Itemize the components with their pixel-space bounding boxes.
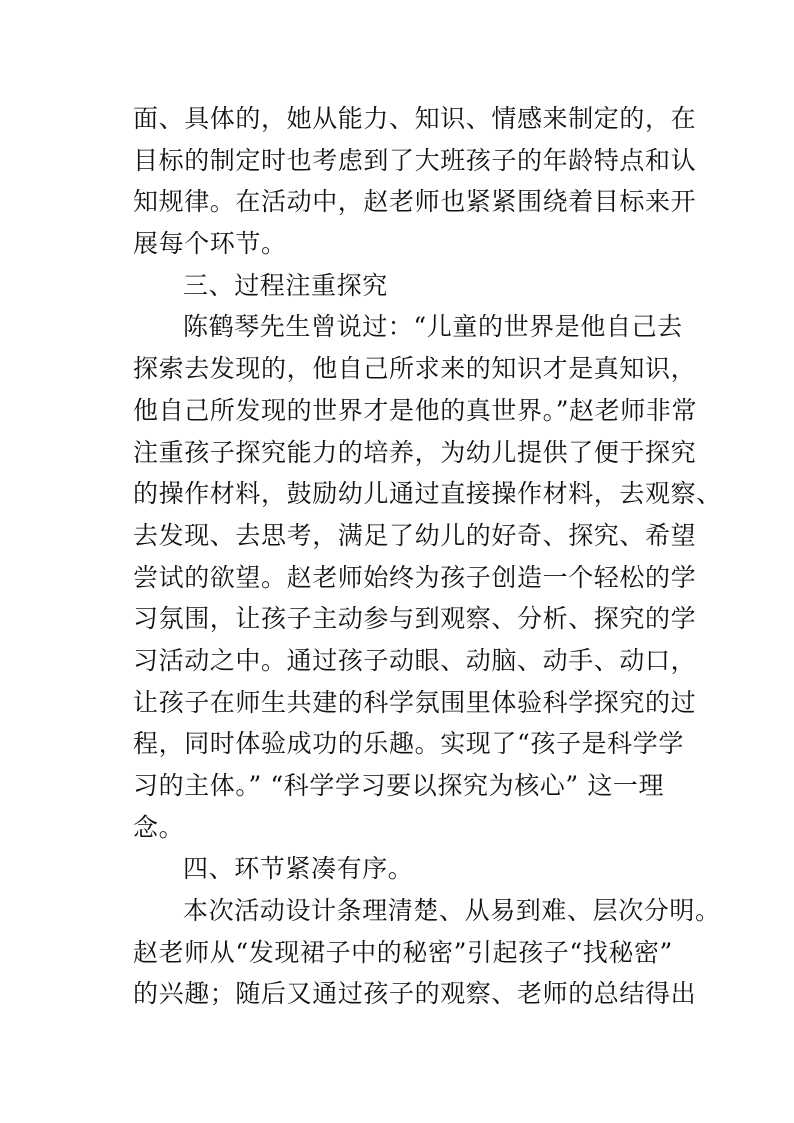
text-line-20: 本次活动设计条理清楚、从易到难、层次分明。 — [183, 896, 721, 926]
text-line-1: 面、具体的，她从能力、知识、情感来制定的，在 — [133, 104, 697, 133]
text-line-21: 赵老师从“发现裙子中的秘密”引起孩子“找秘密” — [133, 937, 673, 967]
text-line-11: 去发现、去思考，满足了幼儿的好奇、探究、希望 — [133, 520, 697, 550]
text-line-3: 知规律。在活动中，赵老师也紧紧围绕着目标来开 — [133, 187, 697, 217]
text-line-17: 习的主体。” “科学学习要以探究为核心” 这一理 — [133, 771, 665, 800]
text-line-7: 探索去发现的，他自己所求来的知识才是真知识， — [133, 354, 697, 384]
text-line-16: 程，同时体验成功的乐趣。实现了“孩子是科学学 — [133, 729, 684, 759]
text-line-6: 陈鹤琴先生曾说过：“儿童的世界是他自己去 — [183, 312, 683, 342]
text-line-22: 的兴趣；随后又通过孩子的观察、老师的总结得出 — [133, 979, 697, 1009]
text-line-4: 展每个环节。 — [133, 229, 287, 259]
text-line-15: 让孩子在师生共建的科学氛围里体验科学探究的过 — [133, 687, 697, 717]
text-line-18: 念。 — [133, 812, 185, 842]
section-heading-3: 三、过程注重探究 — [183, 270, 388, 300]
text-line-10: 的操作材料，鼓励幼儿通过直接操作材料，去观察、 — [133, 479, 722, 509]
body-text — [133, 98, 722, 1015]
text-line-9: 注重孩子探究能力的培养，为幼儿提供了便于探究 — [133, 437, 697, 467]
text-line-12: 尝试的欲望。赵老师始终为孩子创造一个轻松的学 — [133, 562, 697, 592]
text-line-14: 习活动之中。通过孩子动眼、动脑、动手、动口， — [133, 645, 697, 675]
text-line-13: 习氛围，让孩子主动参与到观察、分析、探究的学 — [133, 604, 697, 634]
text-line-8: 他自己所发现的世界才是他的真世界。”赵老师非常 — [133, 395, 698, 425]
text-line-2: 目标的制定时也考虑到了大班孩子的年龄特点和认 — [133, 145, 697, 175]
section-heading-4: 四、环节紧凑有序。 — [183, 854, 414, 884]
